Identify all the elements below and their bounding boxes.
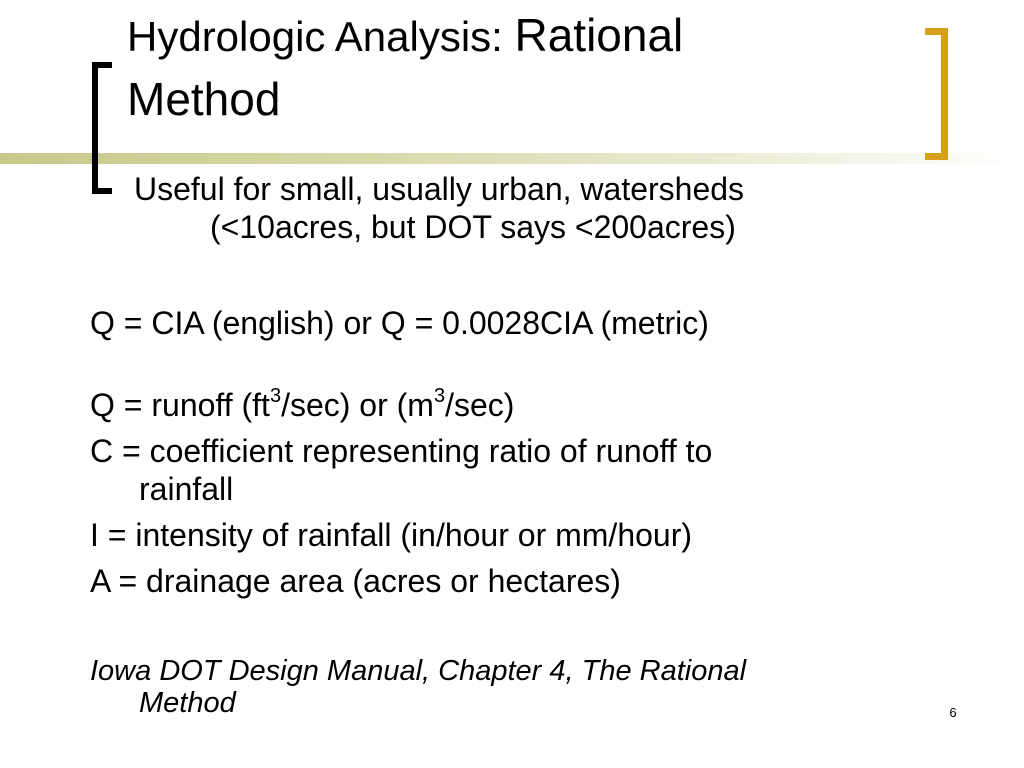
q-definition (90, 386, 890, 424)
usage-line2: (<10acres, but DOT says <200acres) (210, 209, 736, 245)
c-def-line2: rainfall (139, 471, 234, 507)
right-bracket-decoration (925, 28, 948, 160)
q-def-superscript-1: 3 (269, 385, 282, 408)
q-def-text-b: /sec) or (m (281, 387, 434, 423)
slide-title (127, 4, 897, 132)
q-def-text-a: Q = runoff (ft (90, 387, 270, 423)
title-underline-band (0, 153, 1024, 164)
title-part2: Rational (514, 9, 684, 61)
c-definition (90, 432, 890, 508)
a-definition: A = drainage area (acres or hectares) (90, 563, 621, 599)
variable-definitions (90, 386, 890, 608)
i-definition: I = intensity of rainfall (in/hour or mm/hour) (90, 517, 693, 553)
page-number: 6 (949, 705, 957, 720)
q-def-superscript-2: 3 (433, 385, 446, 408)
reference-line1: Iowa DOT Design Manual, Chapter 4, The Rational (90, 655, 747, 687)
reference-line2: Method (139, 687, 236, 719)
left-bracket-decoration (92, 62, 112, 194)
rational-equation: Q = CIA (english) or Q = 0.0028CIA (metric) (90, 305, 709, 341)
usage-bullet (134, 170, 914, 246)
title-part1: Hydrologic Analysis: (127, 13, 515, 60)
title-line2: Method (127, 73, 281, 125)
c-def-line1: C = coefficient representing ratio of runoff to (90, 433, 713, 469)
usage-line1: Useful for small, usually urban, watersheds (134, 171, 745, 207)
q-def-text-c: /sec) (445, 387, 515, 423)
reference-citation (90, 655, 910, 719)
